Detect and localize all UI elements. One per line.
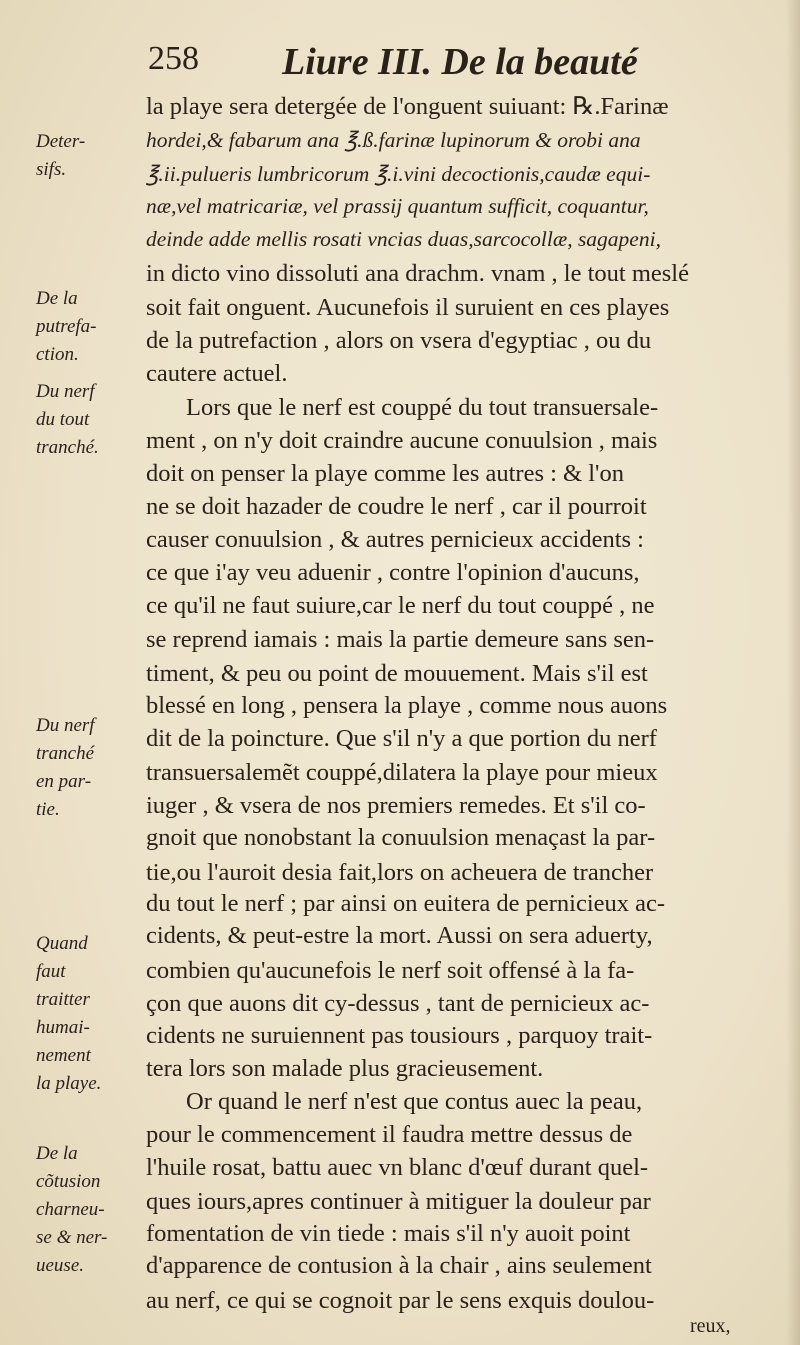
catchword: reux, bbox=[690, 1315, 731, 1337]
text-line: du tout le nerf ; par ainsi on euitera de pernicieux ac- bbox=[146, 890, 666, 917]
text-line: cautere actuel. bbox=[146, 360, 288, 387]
margin-note-line: putrefa- bbox=[36, 316, 97, 337]
text-line: ment , on n'y doit craindre aucune conuulsion , mais bbox=[146, 427, 658, 454]
margin-note-line: De la bbox=[36, 288, 78, 309]
text-line: timent, & peu ou point de mouuement. Mais s'il est bbox=[146, 660, 648, 687]
margin-note-line: tranché bbox=[36, 743, 95, 764]
margin-note-line: tie. bbox=[36, 799, 60, 820]
text-line: doit on penser la playe comme les autres : & l'on bbox=[146, 460, 624, 487]
text-line: transuersalemẽt couppé,dilatera la playe pour mieux bbox=[146, 759, 658, 786]
margin-note-line: faut bbox=[36, 961, 66, 982]
text-line: au nerf, ce qui se cognoit par le sens exquis doulou- bbox=[146, 1287, 655, 1314]
text-line: d'apparence de contusion à la chair , ains seulement bbox=[146, 1252, 652, 1279]
margin-note-line: se & ner- bbox=[36, 1227, 108, 1248]
margin-note bbox=[36, 1140, 146, 1280]
text-line: cidents, & peut-estre la mort. Aussi on sera aduerty, bbox=[146, 922, 653, 949]
margin-note-line: du tout bbox=[36, 409, 90, 430]
margin-note-line: ction. bbox=[36, 344, 79, 365]
text-line: fomentation de vin tiede : mais s'il n'y auoit point bbox=[146, 1220, 631, 1247]
text-line: gnoit que nonobstant la conuulsion menaçast la par- bbox=[146, 824, 656, 851]
margin-note-line: humai- bbox=[36, 1017, 90, 1038]
text-line: Lors que le nerf est couppé du tout transuersale- bbox=[186, 394, 659, 421]
text-line: pour le commencement il faudra mettre dessus de bbox=[146, 1121, 633, 1148]
text-line: soit fait onguent. Aucunefois il suruient en ces playes bbox=[146, 294, 670, 321]
margin-note bbox=[36, 285, 146, 369]
text-line: in dicto vino dissoluti ana drachm. vnam , le tout meslé bbox=[146, 260, 689, 287]
page-header bbox=[140, 40, 760, 90]
text-line: ℥.ii.pulueris lumbricorum ℥.i.vini decoctionis,caudæ equi- bbox=[146, 162, 651, 186]
margin-note-line: en par- bbox=[36, 771, 92, 792]
margin-note bbox=[36, 128, 146, 184]
margin-note-line: Du nerf bbox=[36, 715, 95, 736]
margin-note-line: traitter bbox=[36, 989, 90, 1010]
text-line: combien qu'aucunefois le nerf soit offensé à la fa- bbox=[146, 957, 635, 984]
text-line: tie,ou l'auroit desia fait,lors on acheuera de trancher bbox=[146, 859, 654, 886]
margin-note-line: Du nerf bbox=[36, 381, 95, 402]
text-line: ce qu'il ne faut suiure,car le nerf du tout couppé , ne bbox=[146, 592, 655, 619]
margin-note-line: nement bbox=[36, 1045, 91, 1066]
text-line: ce que i'ay veu aduenir , contre l'opinion d'aucuns, bbox=[146, 559, 640, 586]
text-line: de la putrefaction , alors on vsera d'egyptiac , ou du bbox=[146, 327, 652, 354]
text-line: næ,vel matricariæ, vel prassij quantum sufficit, coquantur, bbox=[146, 194, 649, 218]
text-line: tera lors son malade plus gracieusement. bbox=[146, 1055, 544, 1082]
margin-note-line: charneu- bbox=[36, 1199, 105, 1220]
text-line: iuger , & vsera de nos premiers remedes. Et s'il co- bbox=[146, 792, 646, 819]
margin-note-line: ueuse. bbox=[36, 1255, 85, 1276]
margin-note-line: De la bbox=[36, 1143, 78, 1164]
text-line: la playe sera detergée de l'onguent suiuant: ℞.Farinæ bbox=[146, 93, 669, 120]
margin-note bbox=[36, 378, 146, 462]
text-line: deinde adde mellis rosati vncias duas,sarcocollæ, sagapeni, bbox=[146, 227, 661, 251]
text-line: cidents ne suruiennent pas tousiours , parquoy trait- bbox=[146, 1022, 653, 1049]
text-line: l'huile rosat, battu auec vn blanc d'œuf durant quel- bbox=[146, 1154, 649, 1181]
margin-note bbox=[36, 712, 146, 824]
text-line: çon que auons dit cy-dessus , tant de pernicieux ac- bbox=[146, 990, 650, 1017]
text-line: ques iours,apres continuer à mitiguer la douleur par bbox=[146, 1188, 651, 1215]
margin-note-line: Quand bbox=[36, 933, 88, 954]
text-line: se reprend iamais : mais la partie demeure sans sen- bbox=[146, 626, 655, 653]
page-edge-shadow bbox=[786, 0, 800, 1345]
text-line: Or quand le nerf n'est que contus auec la peau, bbox=[186, 1088, 643, 1115]
running-title: Liure III. De la beauté bbox=[282, 41, 638, 83]
margin-note bbox=[36, 930, 146, 1098]
page-number: 258 bbox=[148, 40, 199, 77]
text-line: dit de la poincture. Que s'il n'y a que portion du nerf bbox=[146, 725, 657, 752]
text-line: hordei,& fabarum ana ℥.ß.farinæ lupinorum & orobi ana bbox=[146, 128, 641, 152]
margin-note-line: Deter- bbox=[36, 131, 86, 152]
margin-note-line: la playe. bbox=[36, 1073, 102, 1094]
margin-note-line: sifs. bbox=[36, 159, 67, 180]
margin-note-line: cõtusion bbox=[36, 1171, 101, 1192]
text-line: blessé en long , pensera la playe , comme nous auons bbox=[146, 692, 668, 719]
text-line: causer conuulsion , & autres pernicieux accidents : bbox=[146, 526, 644, 553]
text-line: ne se doit hazader de coudre le nerf , car il pourroit bbox=[146, 493, 647, 520]
margin-note-line: tranché. bbox=[36, 437, 99, 458]
